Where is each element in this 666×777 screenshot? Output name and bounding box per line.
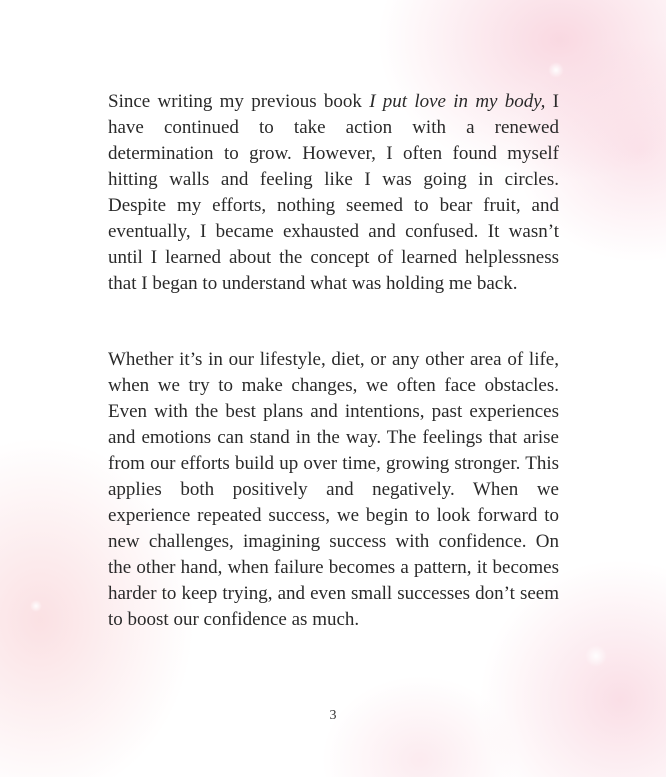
sparkle-decoration	[548, 62, 564, 78]
paragraph-2: Whether it’s in our lifestyle, diet, or any other area of life, when we try to make changes, we often face obstacles. Even with the best plans and intentions, past experiences and emotions can stand in the way. The feelings that arise from our efforts build up over time, growing stronger. This applies both positively and negatively. When we experience repeated success, we begin to look forward to new challenges, imagining success with confidence. On the other hand, when failure becomes a pattern, it becomes harder to keep trying, and even small successes don’t seem to boost our confidence as much.	[108, 349, 559, 630]
sparkle-decoration	[30, 600, 42, 612]
paragraph-1	[108, 89, 559, 297]
page-number: 3	[329, 708, 337, 723]
sparkle-decoration	[585, 645, 607, 667]
paragraph-1-start: Since writing my previous book	[108, 91, 370, 112]
paragraph-1-rest: I have continued to take action with a renewed determination to grow. However, I often found myself hitting walls and feeling like I was going in circles. Despite my efforts, nothing seemed to bear fruit, and eventually, I became exhausted and confused. It wasn’t until I learned about the concept of learned helplessness that I began to understand what was holding me back.	[108, 91, 559, 294]
book-title: I put love in my body,	[369, 91, 546, 112]
